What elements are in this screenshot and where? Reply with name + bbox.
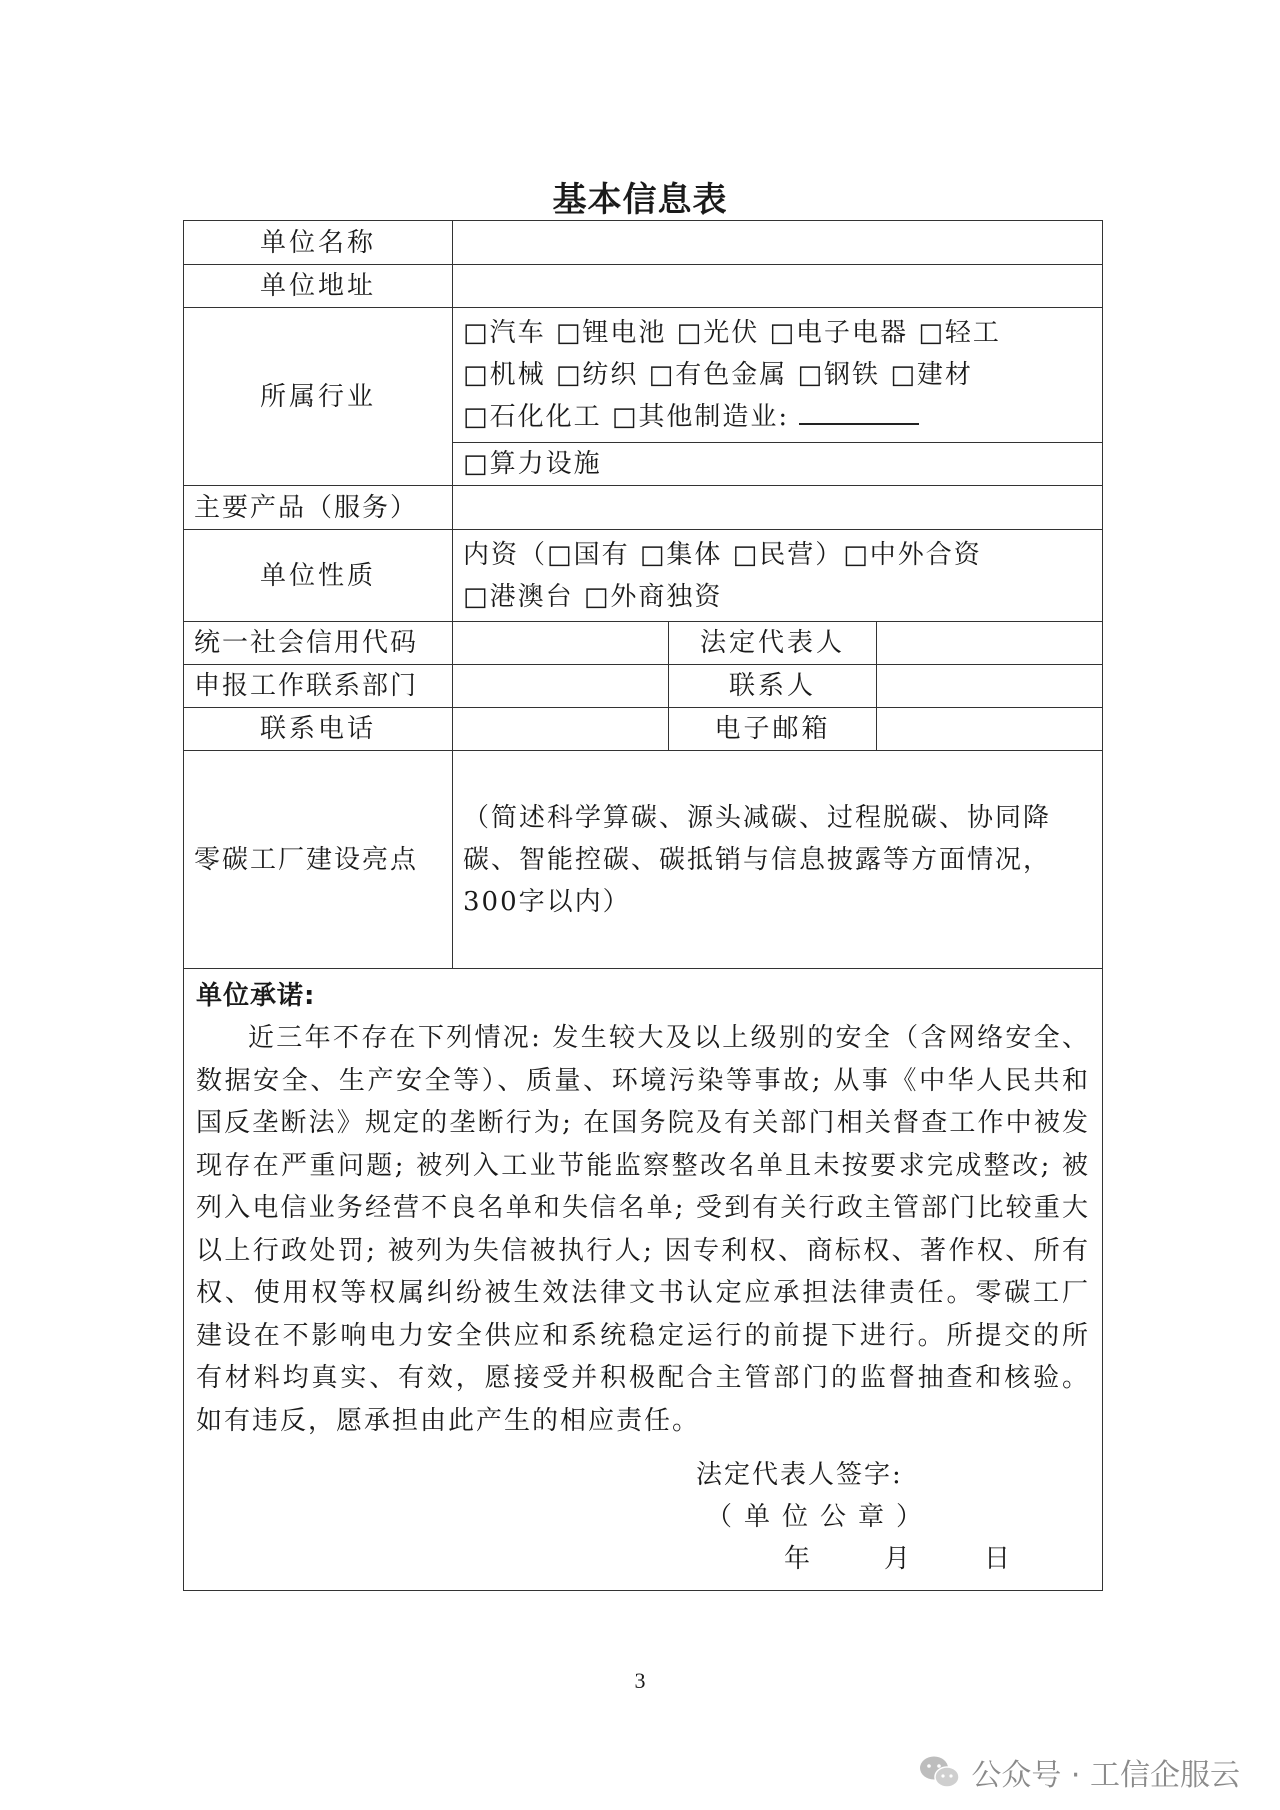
row-highlights <box>184 751 1103 969</box>
highlights-label: 零碳工厂建设亮点 <box>184 751 453 969</box>
industry-other-blank[interactable] <box>799 397 919 425</box>
row-phone <box>184 708 1103 751</box>
watermark <box>919 1750 1240 1794</box>
signature-block <box>696 1454 1090 1580</box>
industry-options-line-1[interactable]: □汽车 □锂电池 □光伏 □电子电器 □轻工 <box>463 318 1001 348</box>
contact-dept-field[interactable] <box>453 665 669 708</box>
unit-name-label: 单位名称 <box>184 221 453 265</box>
basic-info-table <box>183 220 1103 1591</box>
signature-label[interactable]: 法定代表人签字: <box>696 1460 903 1490</box>
industry-label: 所属行业 <box>184 308 453 486</box>
row-industry <box>184 308 1103 443</box>
pledge-cell <box>184 969 1103 1591</box>
row-unit-address <box>184 265 1103 308</box>
unit-nature-label: 单位性质 <box>184 530 453 622</box>
year-label: 年 <box>784 1544 811 1574</box>
month-label: 月 <box>884 1544 911 1574</box>
legal-rep-field[interactable] <box>877 622 1103 665</box>
form-title: 基本信息表 <box>552 180 728 220</box>
computing-facility-option[interactable]: □算力设施 <box>453 443 1103 486</box>
pledge-heading: 单位承诺: <box>196 981 316 1011</box>
unit-address-label: 单位地址 <box>184 265 453 308</box>
unit-nature-line-2[interactable]: □港澳台 □外商独资 <box>463 581 723 612</box>
industry-options[interactable] <box>453 308 1103 443</box>
phone-field[interactable] <box>453 708 669 751</box>
row-unit-nature <box>184 530 1103 622</box>
row-unit-name <box>184 221 1103 265</box>
unit-nature-line-1[interactable]: 内资（□国有 □集体 □民营）□中外合资 <box>463 539 982 570</box>
main-products-label: 主要产品（服务） <box>184 486 453 530</box>
contact-person-field[interactable] <box>877 665 1103 708</box>
day-label: 日 <box>984 1544 1011 1574</box>
unit-address-field[interactable] <box>453 265 1103 308</box>
email-field[interactable] <box>877 708 1103 751</box>
main-products-field[interactable] <box>453 486 1103 530</box>
pledge-body: 近三年不存在下列情况: 发生较大及以上级别的安全（含网络安全、数据安全、生产安全等）、质量、环境污染等事故; 从事《中华人民共和国反垄断法》规定的垄断行为; 在国务院及有关部门相关督查工作中被发现存在严重问题; 被列入工业节能监察整改名单且未按要求完成整改; 被列入电信业务经营不良名单和失信名单; 受到有关行政主管部门比较重大以上行政处罚; 被列为失信被执行人; 因专利权、商标权、著作权、所有权、使用权等权属纠纷被生效法律文书认定应承担法律责任。零碳工厂建设在不影响电力安全供应和系统稳定运行的前提下进行。所提交的所有材料均真实、有效，愿接受并积极配合主管部门的监督抽查和核验。如有违反，愿承担由此产生的相应责任。 <box>196 1023 1090 1436</box>
legal-rep-label: 法定代表人 <box>669 622 877 665</box>
row-credit-code <box>184 622 1103 665</box>
date-line[interactable] <box>696 1538 1090 1580</box>
credit-code-label: 统一社会信用代码 <box>184 622 453 665</box>
industry-options-line-3[interactable] <box>463 396 1092 438</box>
page-number: 3 <box>634 1668 646 1693</box>
row-main-products <box>184 486 1103 530</box>
contact-dept-label: 申报工作联系部门 <box>184 665 453 708</box>
industry-other-option[interactable]: □石化化工 □其他制造业: <box>463 402 790 432</box>
watermark-text: 公众号 · 工信企服云 <box>971 1758 1240 1793</box>
credit-code-field[interactable] <box>453 622 669 665</box>
industry-options-line-2[interactable]: □机械 □纺织 □有色金属 □钢铁 □建材 <box>463 360 973 390</box>
contact-person-label: 联系人 <box>669 665 877 708</box>
unit-name-field[interactable] <box>453 221 1103 265</box>
row-contact-dept <box>184 665 1103 708</box>
unit-nature-options[interactable] <box>453 530 1103 622</box>
row-pledge <box>184 969 1103 1591</box>
phone-label: 联系电话 <box>184 708 453 751</box>
seal-label: （单位公章） <box>706 1502 935 1532</box>
email-label: 电子邮箱 <box>669 708 877 751</box>
wechat-icon <box>919 1755 961 1789</box>
highlights-field[interactable]: （简述科学算碳、源头减碳、过程脱碳、协同降碳、智能控碳、碳抵销与信息披露等方面情况，300字以内） <box>453 751 1103 969</box>
